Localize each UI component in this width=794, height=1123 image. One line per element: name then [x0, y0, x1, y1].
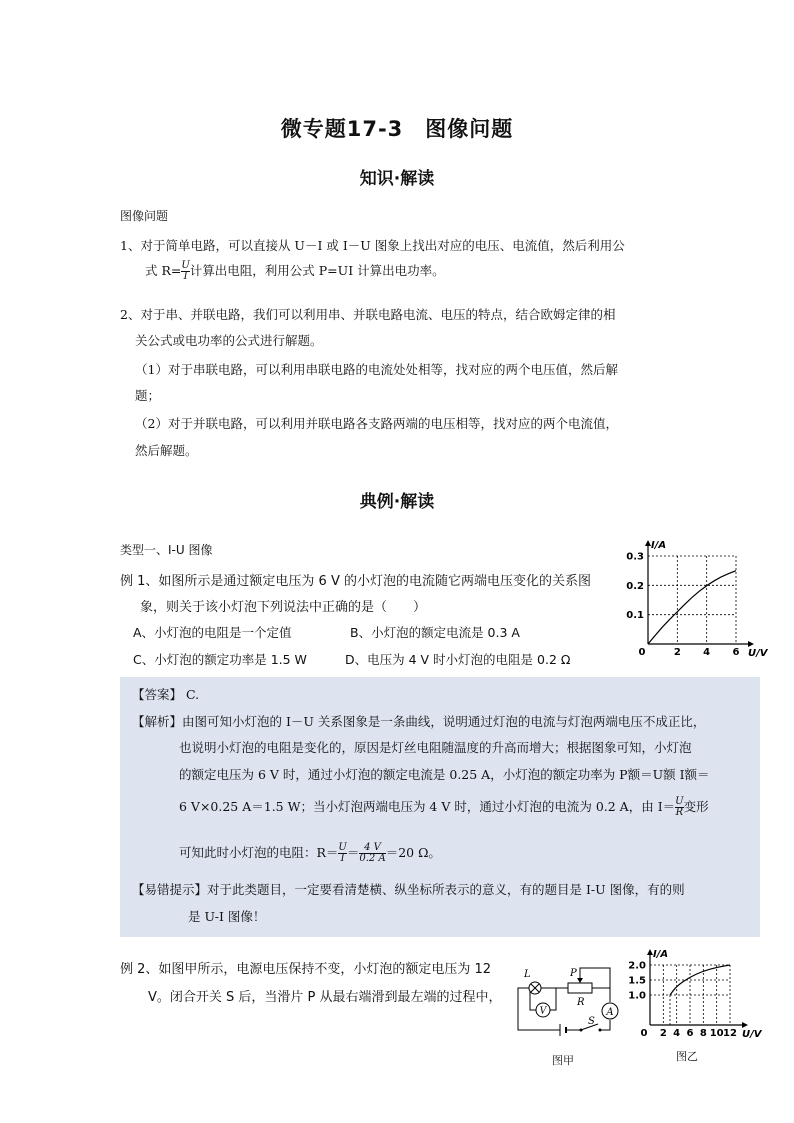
ammeter-label: A	[606, 1007, 614, 1018]
chart-y-tick-label: 0.2	[626, 580, 644, 592]
section-heading-knowledge: 知识·解读	[359, 169, 435, 189]
formula-prefix: 式 R=	[145, 263, 182, 278]
option-a: A、小灯泡的电阻是一个定值	[133, 625, 292, 640]
chart-y-tick-label: 0.1	[626, 610, 644, 622]
voltmeter-label: V	[539, 1006, 547, 1017]
knowledge-point-2-series: （1）对于串联电路，可以利用串联电路的电流处处相等，找对应的两个电压值，然后解	[135, 362, 618, 377]
battery-icon	[560, 1024, 566, 1036]
analysis-result: ＝20 Ω。	[385, 845, 441, 860]
knowledge-point-2-parallel: （2）对于并联电路，可以利用并联电路各支路两端的电压相等，找对应的两个电流值，	[135, 416, 618, 431]
chart-y-tick-label: 1.0	[628, 990, 646, 1002]
slider-label: P	[570, 968, 577, 979]
chart-y-tick-label: 0.3	[626, 551, 644, 563]
circuit-diagram	[510, 960, 630, 1050]
chart-x-tick-label: 2	[673, 647, 681, 658]
lamp-icon	[529, 982, 541, 994]
analysis-text-suffix: 变形	[683, 799, 709, 814]
fraction-u-over-i	[181, 261, 189, 282]
circuit-wire-voltmeter-right	[550, 988, 556, 1010]
section-heading-examples: 典例·解读	[359, 492, 435, 512]
fraction-denominator: I	[340, 853, 345, 864]
iu-chart-1	[626, 540, 768, 665]
fraction-value	[359, 843, 385, 864]
circuit-wire-bottom-right	[600, 1020, 610, 1030]
example-2-question: 例 2、如图甲所示，电源电压保持不变，小灯泡的额定电压为 12	[120, 962, 492, 977]
chart-x-tick-label: 0	[640, 1028, 648, 1039]
slider-arrowhead-icon	[577, 978, 583, 983]
tip-line-2: 是 U-I 图像！	[188, 909, 266, 924]
topic-heading: 图像问题	[120, 209, 169, 223]
chart-y-axis-label: I/A	[651, 540, 667, 551]
knowledge-point-2: 2、对于串、并联电路，我们可以利用串、并联电路电流、电压的特点，结合欧姆定律的相	[120, 307, 616, 322]
figure-jia-caption: 图甲	[552, 1054, 574, 1067]
chart-x-tick-label: 4	[703, 647, 711, 658]
knowledge-point-1: 1、对于简单电路，可以直接从 U－I 或 I－U 图象上找出对应的电压、电流值，然后利用公	[120, 238, 625, 253]
answer-line: 【答案】 C.	[132, 687, 200, 702]
fraction-numerator: 4 V	[359, 843, 385, 854]
knowledge-point-2-cont: 关公式或电功率的公式进行解题。	[135, 333, 323, 348]
knowledge-point-1-formula	[145, 261, 445, 282]
fraction-u-over-i	[338, 843, 346, 864]
chart-y-axis-label: I/A	[653, 949, 669, 960]
option-b: B、小灯泡的额定电流是 0.3 A	[350, 625, 520, 640]
lamp-label: L	[524, 969, 531, 980]
fraction-numerator: U	[675, 796, 684, 807]
chart-x-tick-label: 10	[709, 1028, 724, 1039]
chart-x-tick-label: 6	[732, 647, 740, 658]
analysis-text: 6 V×0.25 A＝1.5 W；当小灯泡两端电压为 4 V 时，通过小灯泡的电流为 0.2 A，由 I＝	[179, 799, 676, 814]
tip-line-1: 【易错提示】对于此类题目，一定要看清楚横、纵坐标所表示的意义，有的题目是 I-U 图像，有的则	[132, 882, 685, 897]
chart-x-axis-label: U/V	[742, 1029, 762, 1040]
option-c: C、小灯泡的额定功率是 1.5 W	[133, 652, 307, 667]
fraction-denominator: 0.2 A	[359, 853, 386, 864]
knowledge-point-2-parallel-cont: 然后解题。	[135, 443, 198, 458]
resistor-label: R	[577, 997, 585, 1008]
fraction-u-over-r	[675, 797, 683, 818]
equals-sign: ＝	[346, 845, 360, 860]
chart-x-tick-label: 4	[673, 1028, 681, 1039]
analysis-line-2: 也说明小灯泡的电阻是变化的，原因是灯丝电阻随温度的升高而增大；根据图象可知，小灯泡	[179, 740, 692, 755]
chart-x-axis-label: U/V	[748, 648, 768, 659]
figure-yi-caption: 图乙	[676, 1050, 698, 1063]
analysis-line-3: 的额定电压为 6 V 时，通过小灯泡的额定电流是 0.25 A，小灯泡的额定功率为 P额＝U额 I额＝	[179, 767, 710, 782]
chart-x-tick-label: 6	[686, 1028, 694, 1039]
chart-x-tick-label: 2	[659, 1028, 667, 1039]
fraction-denominator: R	[675, 807, 684, 818]
x-axis-arrow-icon	[742, 1022, 748, 1028]
chart-y-tick-label: 1.5	[628, 975, 646, 987]
type-heading: 类型一、I-U 图像	[120, 543, 213, 557]
analysis-line-1: 【解析】由图可知小灯泡的 I－U 关系图象是一条曲线，说明通过灯泡的电流与灯泡两端电压不成正比，	[132, 714, 706, 729]
chart-series-line	[648, 571, 736, 644]
chart-x-tick-label: 8	[699, 1028, 707, 1039]
fraction-denominator: I	[183, 271, 188, 282]
formula-suffix: 计算出电阻，利用公式 P=UI 计算出电功率。	[189, 263, 445, 278]
example-1-question: 例 1、如图所示是通过额定电压为 6 V 的小灯泡的电流随它两端电压变化的关系图	[120, 574, 591, 589]
x-axis-arrow-icon	[748, 641, 754, 647]
analysis-text: 可知此时小灯泡的电阻：R＝	[179, 845, 339, 860]
fraction-numerator: U	[181, 260, 190, 271]
chart-y-tick-label: 2.0	[628, 960, 646, 972]
iu-chart-2	[630, 943, 765, 1045]
example-2-question-cont: V。闭合开关 S 后，当滑片 P 从最右端滑到最左端的过程中，	[148, 990, 502, 1005]
page-title: 微专题17-3 图像问题	[280, 117, 514, 141]
switch-label: S	[588, 1016, 595, 1027]
fraction-numerator: U	[338, 842, 347, 853]
knowledge-point-2-series-cont: 题；	[135, 388, 161, 403]
analysis-line-5	[179, 843, 441, 864]
analysis-line-4	[179, 797, 709, 818]
rheostat-icon	[568, 983, 592, 993]
chart-x-tick-label: 12	[723, 1028, 737, 1039]
chart-x-tick-label: 0	[638, 647, 646, 658]
option-d: D、电压为 4 V 时小灯泡的电阻是 0.2 Ω	[345, 652, 571, 667]
example-1-question-cont: 象，则关于该小灯泡下列说法中正确的是（ ）	[140, 600, 427, 615]
